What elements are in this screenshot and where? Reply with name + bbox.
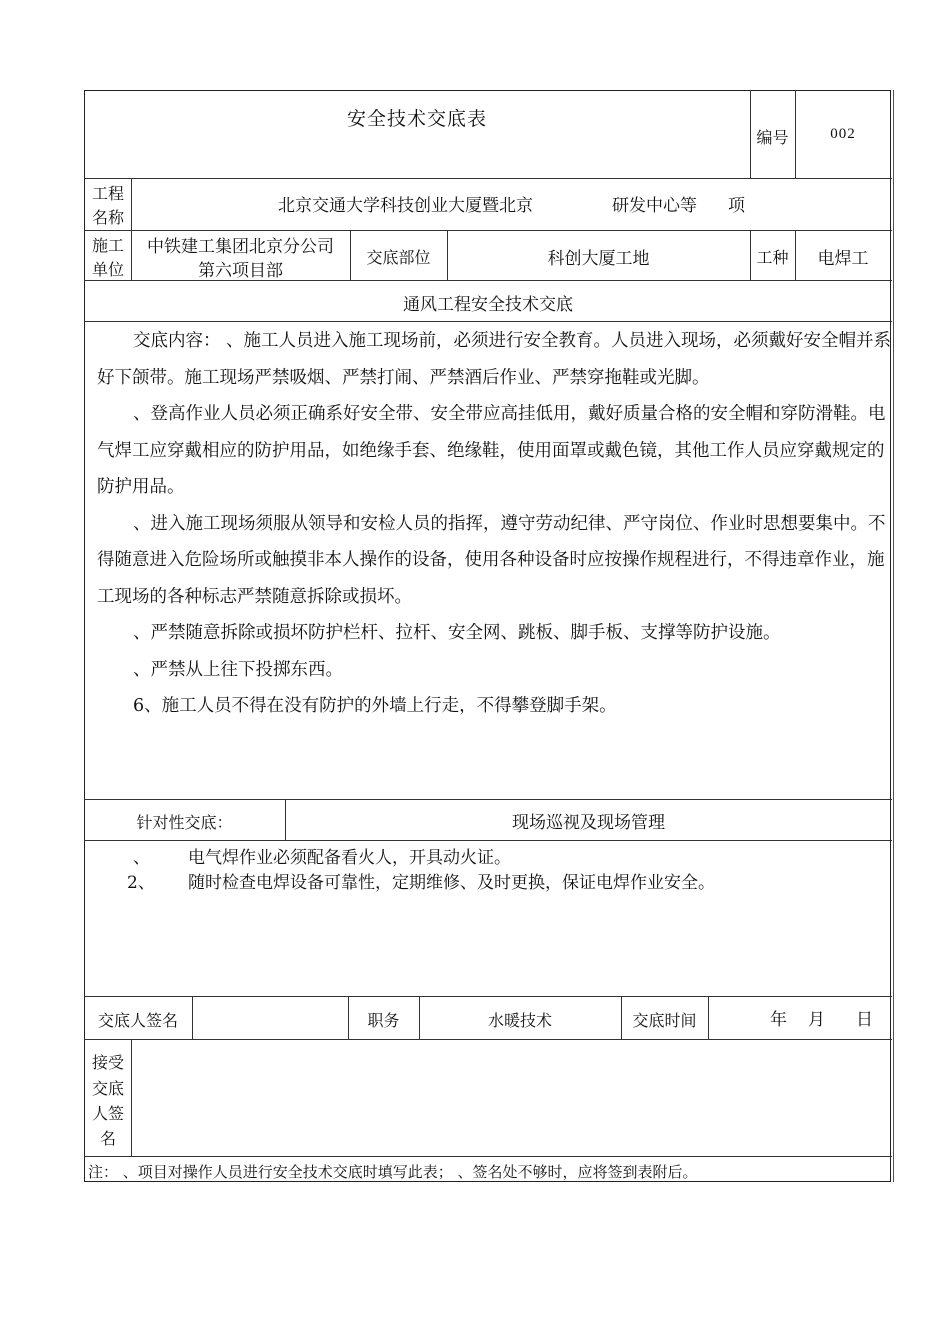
receivers-label-line1: 接受 [92, 1053, 125, 1072]
project-name-part1: 北京交通大学科技创业大厦暨北京 [278, 196, 533, 216]
content-paragraph-3: 、进入施工现场须服从领导和安检人员的指挥，遵守劳动纪律、严守岗位、作业时思想要集中。不得随意进入危险场所或触摸非本人操作的设备，使用各种设备时应按操作规程进行，不得违章作业，施工现场的各种标志严禁随意拆除或损坏。 [97, 513, 886, 607]
number-value: 002 [830, 126, 856, 142]
receivers-label-line3: 人签 [92, 1104, 125, 1123]
content-paragraph-6: 6、施工人员不得在没有防护的外墙上行走，不得攀登脚手架。 [133, 696, 617, 716]
targeted-item2-number: 2、 [127, 873, 155, 893]
row-divider-5 [84, 799, 892, 800]
section-title: 通风工程安全技术交底 [403, 295, 573, 315]
row-divider-6 [84, 840, 892, 841]
row-divider-2 [84, 230, 892, 231]
form-outer-edge [893, 90, 894, 1182]
unit-value-line1: 中铁建工集团北京分公司 [147, 237, 334, 257]
col-divider-sign-1 [192, 996, 193, 1039]
form-title: 安全技术交底表 [346, 108, 487, 130]
row-divider-1 [84, 178, 892, 179]
time-label: 交底时间 [632, 1011, 697, 1030]
targeted-item2-text: 随时检查电焊设备可靠性，定期维修、及时更换，保证电焊作业安全。 [188, 873, 715, 893]
targeted-item1-number: 、 [133, 848, 150, 868]
receivers-signature-area[interactable] [132, 1040, 891, 1155]
content-paragraph-1: 交底内容： 、施工人员进入施工现场前，必须进行安全教育。人员进入现场，必须戴好安全帽并系好下颌带。施工现场严禁吸烟、严禁打闹、严禁酒后作业、严禁穿拖鞋或光脚。 [97, 331, 892, 388]
unit-label-line1: 施工 [92, 236, 125, 255]
project-label-line1: 工程 [92, 184, 125, 203]
position-label: 职务 [367, 1011, 400, 1030]
targeted-item1-text: 电气焊作业必须配备看火人，开具动火证。 [188, 848, 511, 868]
content-body [97, 323, 892, 725]
unit-label-line2: 单位 [92, 260, 125, 279]
row-divider-4 [84, 321, 892, 322]
receivers-label-line4: 名 [100, 1129, 117, 1148]
time-month: 月 [808, 1010, 825, 1030]
targeted-label: 针对性交底： [136, 813, 233, 832]
row-divider-7 [84, 996, 892, 997]
position-value: 水暖技术 [487, 1011, 552, 1030]
unit-value-line2: 第六项目部 [198, 261, 283, 281]
targeted-value: 现场巡视及现场管理 [512, 813, 665, 833]
content-paragraph-4: 、严禁随意拆除或损坏防护栏杆、拉杆、安全网、跳板、脚手板、支撑等防护设施。 [133, 623, 781, 643]
time-year: 年 [770, 1010, 787, 1030]
location-label: 交底部位 [366, 248, 431, 267]
project-name-part3: 项 [728, 196, 745, 216]
location-value: 科创大厦工地 [547, 249, 650, 269]
trade-label: 工种 [756, 248, 789, 267]
trade-value: 电焊工 [817, 249, 869, 269]
row-divider-9 [84, 1156, 892, 1157]
project-name-part2: 研发中心等 [612, 196, 697, 216]
sign-label: 交底人签名 [97, 1011, 178, 1030]
time-day: 日 [856, 1010, 873, 1030]
number-label: 编号 [756, 128, 789, 147]
col-divider-sign-5 [708, 996, 709, 1039]
content-paragraph-2: 、登高作业人员必须正确系好安全带、安全带应高挂低用，戴好质量合格的安全帽和穿防滑鞋。电气焊工应穿戴相应的防护用品，如绝缘手套、绝缘鞋，使用面罩或戴色镜，其他工作人员应穿戴规定的防护用品。 [97, 404, 886, 497]
project-label-line2: 名称 [92, 208, 125, 227]
receivers-label-line2: 交底 [92, 1079, 125, 1098]
footer-note: 注： 、项目对操作人员进行安全技术交底时填写此表； 、签名处不够时，应将签到表附后。 [88, 1163, 698, 1181]
content-paragraph-5: 、严禁从上往下投掷东西。 [133, 659, 343, 680]
